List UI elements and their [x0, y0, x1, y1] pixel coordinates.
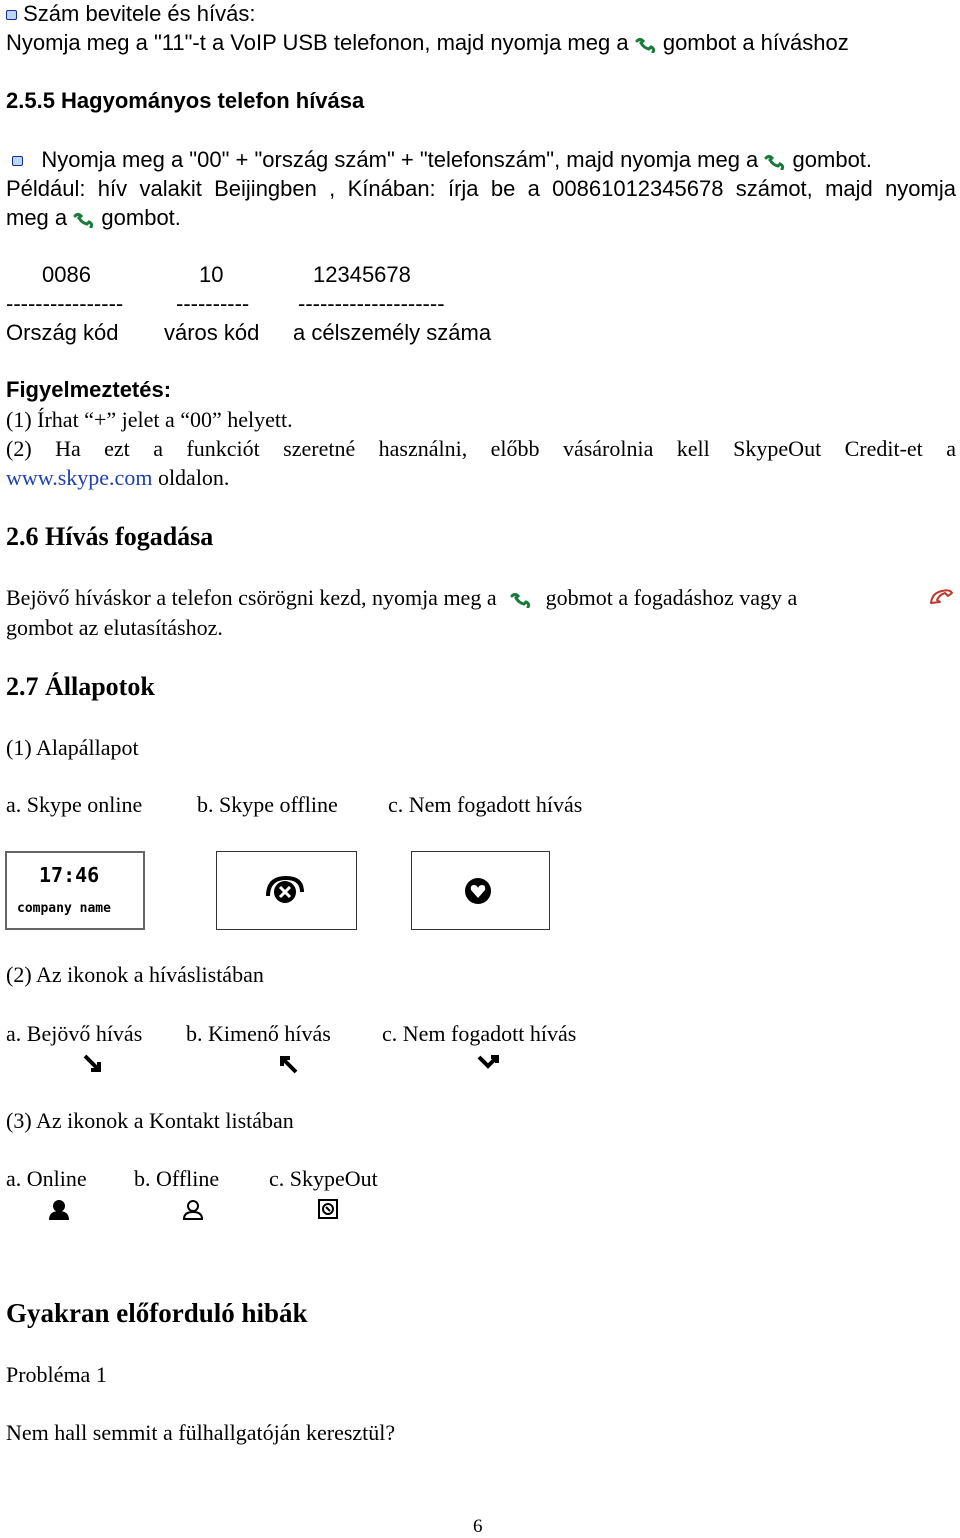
green-phone-call-icon — [764, 154, 786, 170]
status-missed-label: c. Nem fogadott hívás — [388, 792, 583, 817]
calllist-incoming-label: a. Bejövő hívás — [6, 1021, 143, 1046]
calllist-outgoing-label: b. Kimenő hívás — [186, 1021, 331, 1046]
faq-question: Nem hall semmit a fülhallgatóján keresztül? — [6, 1420, 396, 1445]
contact-skypeout-icon — [317, 1198, 341, 1220]
status-sub-2: (2) Az ikonok a híváslistában — [6, 962, 264, 987]
missed-arrow-icon — [477, 1053, 501, 1073]
incoming-arrow-icon — [82, 1053, 104, 1075]
label-country-code: Ország kód — [6, 320, 119, 345]
red-phone-hangup-icon — [928, 587, 954, 605]
green-phone-call-icon — [635, 37, 657, 53]
receive-line-1: Bejövő híváskor a telefon csörögni kezd, nyomja meg a gobmot a fogadáshoz vagy a — [6, 585, 956, 611]
warning-line-2: (2) Ha ezt a funkciót szeretné használni, előbb vásárolnia kell SkypeOut Credit-et a — [6, 436, 956, 461]
number-city: 10 — [199, 262, 224, 287]
screen-time: 17:46 — [39, 863, 100, 887]
landline-instruction-3: meg a gombot. — [6, 205, 181, 230]
skype-link[interactable]: www.skype.com — [6, 465, 153, 490]
label-city-code: város kód — [164, 320, 260, 345]
dash-country: ---------------- — [6, 291, 124, 316]
dash-city: ---------- — [176, 291, 250, 316]
dial-heading: Szám bevitele és hívás: — [6, 1, 255, 27]
number-subscriber: 12345678 — [313, 262, 411, 287]
receive-line-2: gombot az elutasításhoz. — [6, 615, 223, 640]
warning-line-1: (1) Írhat “+” jelet a “00” helyett. — [6, 407, 293, 432]
faq-problem: Probléma 1 — [6, 1362, 107, 1387]
screen-company: company name — [17, 901, 111, 916]
number-country: 0086 — [42, 262, 91, 287]
screen-missed — [411, 851, 550, 930]
section-title-27: 2.7 Állapotok — [6, 672, 155, 701]
contact-online-icon — [47, 1199, 71, 1221]
warning-title: Figyelmeztetés: — [6, 377, 172, 402]
page-number: 6 — [473, 1516, 483, 1537]
section-title-26: 2.6 Hívás fogadása — [6, 522, 214, 551]
contact-skypeout-label: c. SkypeOut — [269, 1166, 378, 1191]
outgoing-arrow-icon — [277, 1053, 299, 1075]
screen-online — [5, 851, 145, 930]
warning-line-3: www.skype.com oldalon. — [6, 465, 230, 490]
contact-offline-icon — [181, 1199, 205, 1221]
contact-offline-label: b. Offline — [134, 1166, 220, 1191]
contact-online-label: a. Online — [6, 1166, 87, 1191]
status-sub-3: (3) Az ikonok a Kontakt listában — [6, 1108, 294, 1133]
dash-subscriber: -------------------- — [298, 291, 445, 316]
green-phone-call-icon — [508, 592, 534, 608]
landline-example: Például: hív valakit Beijingben , Kínában: írja be a 00861012345678 számot, majd nyomja — [6, 176, 956, 201]
green-phone-call-icon — [73, 212, 95, 228]
dial-instruction: Nyomja meg a "11"-t a VoIP USB telefonon, majd nyomja meg a gombot a híváshoz — [6, 30, 849, 55]
status-sub-1: (1) Alapállapot — [6, 735, 139, 760]
offline-x-icon — [264, 872, 306, 908]
square-bullet-icon — [12, 156, 23, 166]
faq-title: Gyakran előforduló hibák — [6, 1298, 308, 1328]
label-subscriber: a célszemély száma — [293, 320, 492, 345]
section-title-255: 2.5.5 Hagyományos telefon hívása — [6, 88, 365, 113]
screen-offline — [216, 851, 357, 930]
landline-instruction-1: Nyomja meg a "00" + "ország szám" + "telefonszám", majd nyomja meg a gombot. — [12, 147, 872, 173]
status-offline-label: b. Skype offline — [197, 792, 338, 817]
calllist-missed-label: c. Nem fogadott hívás — [382, 1021, 577, 1046]
square-bullet-icon — [6, 10, 17, 20]
status-online-label: a. Skype online — [6, 792, 143, 817]
missed-call-heart-icon — [464, 877, 492, 905]
